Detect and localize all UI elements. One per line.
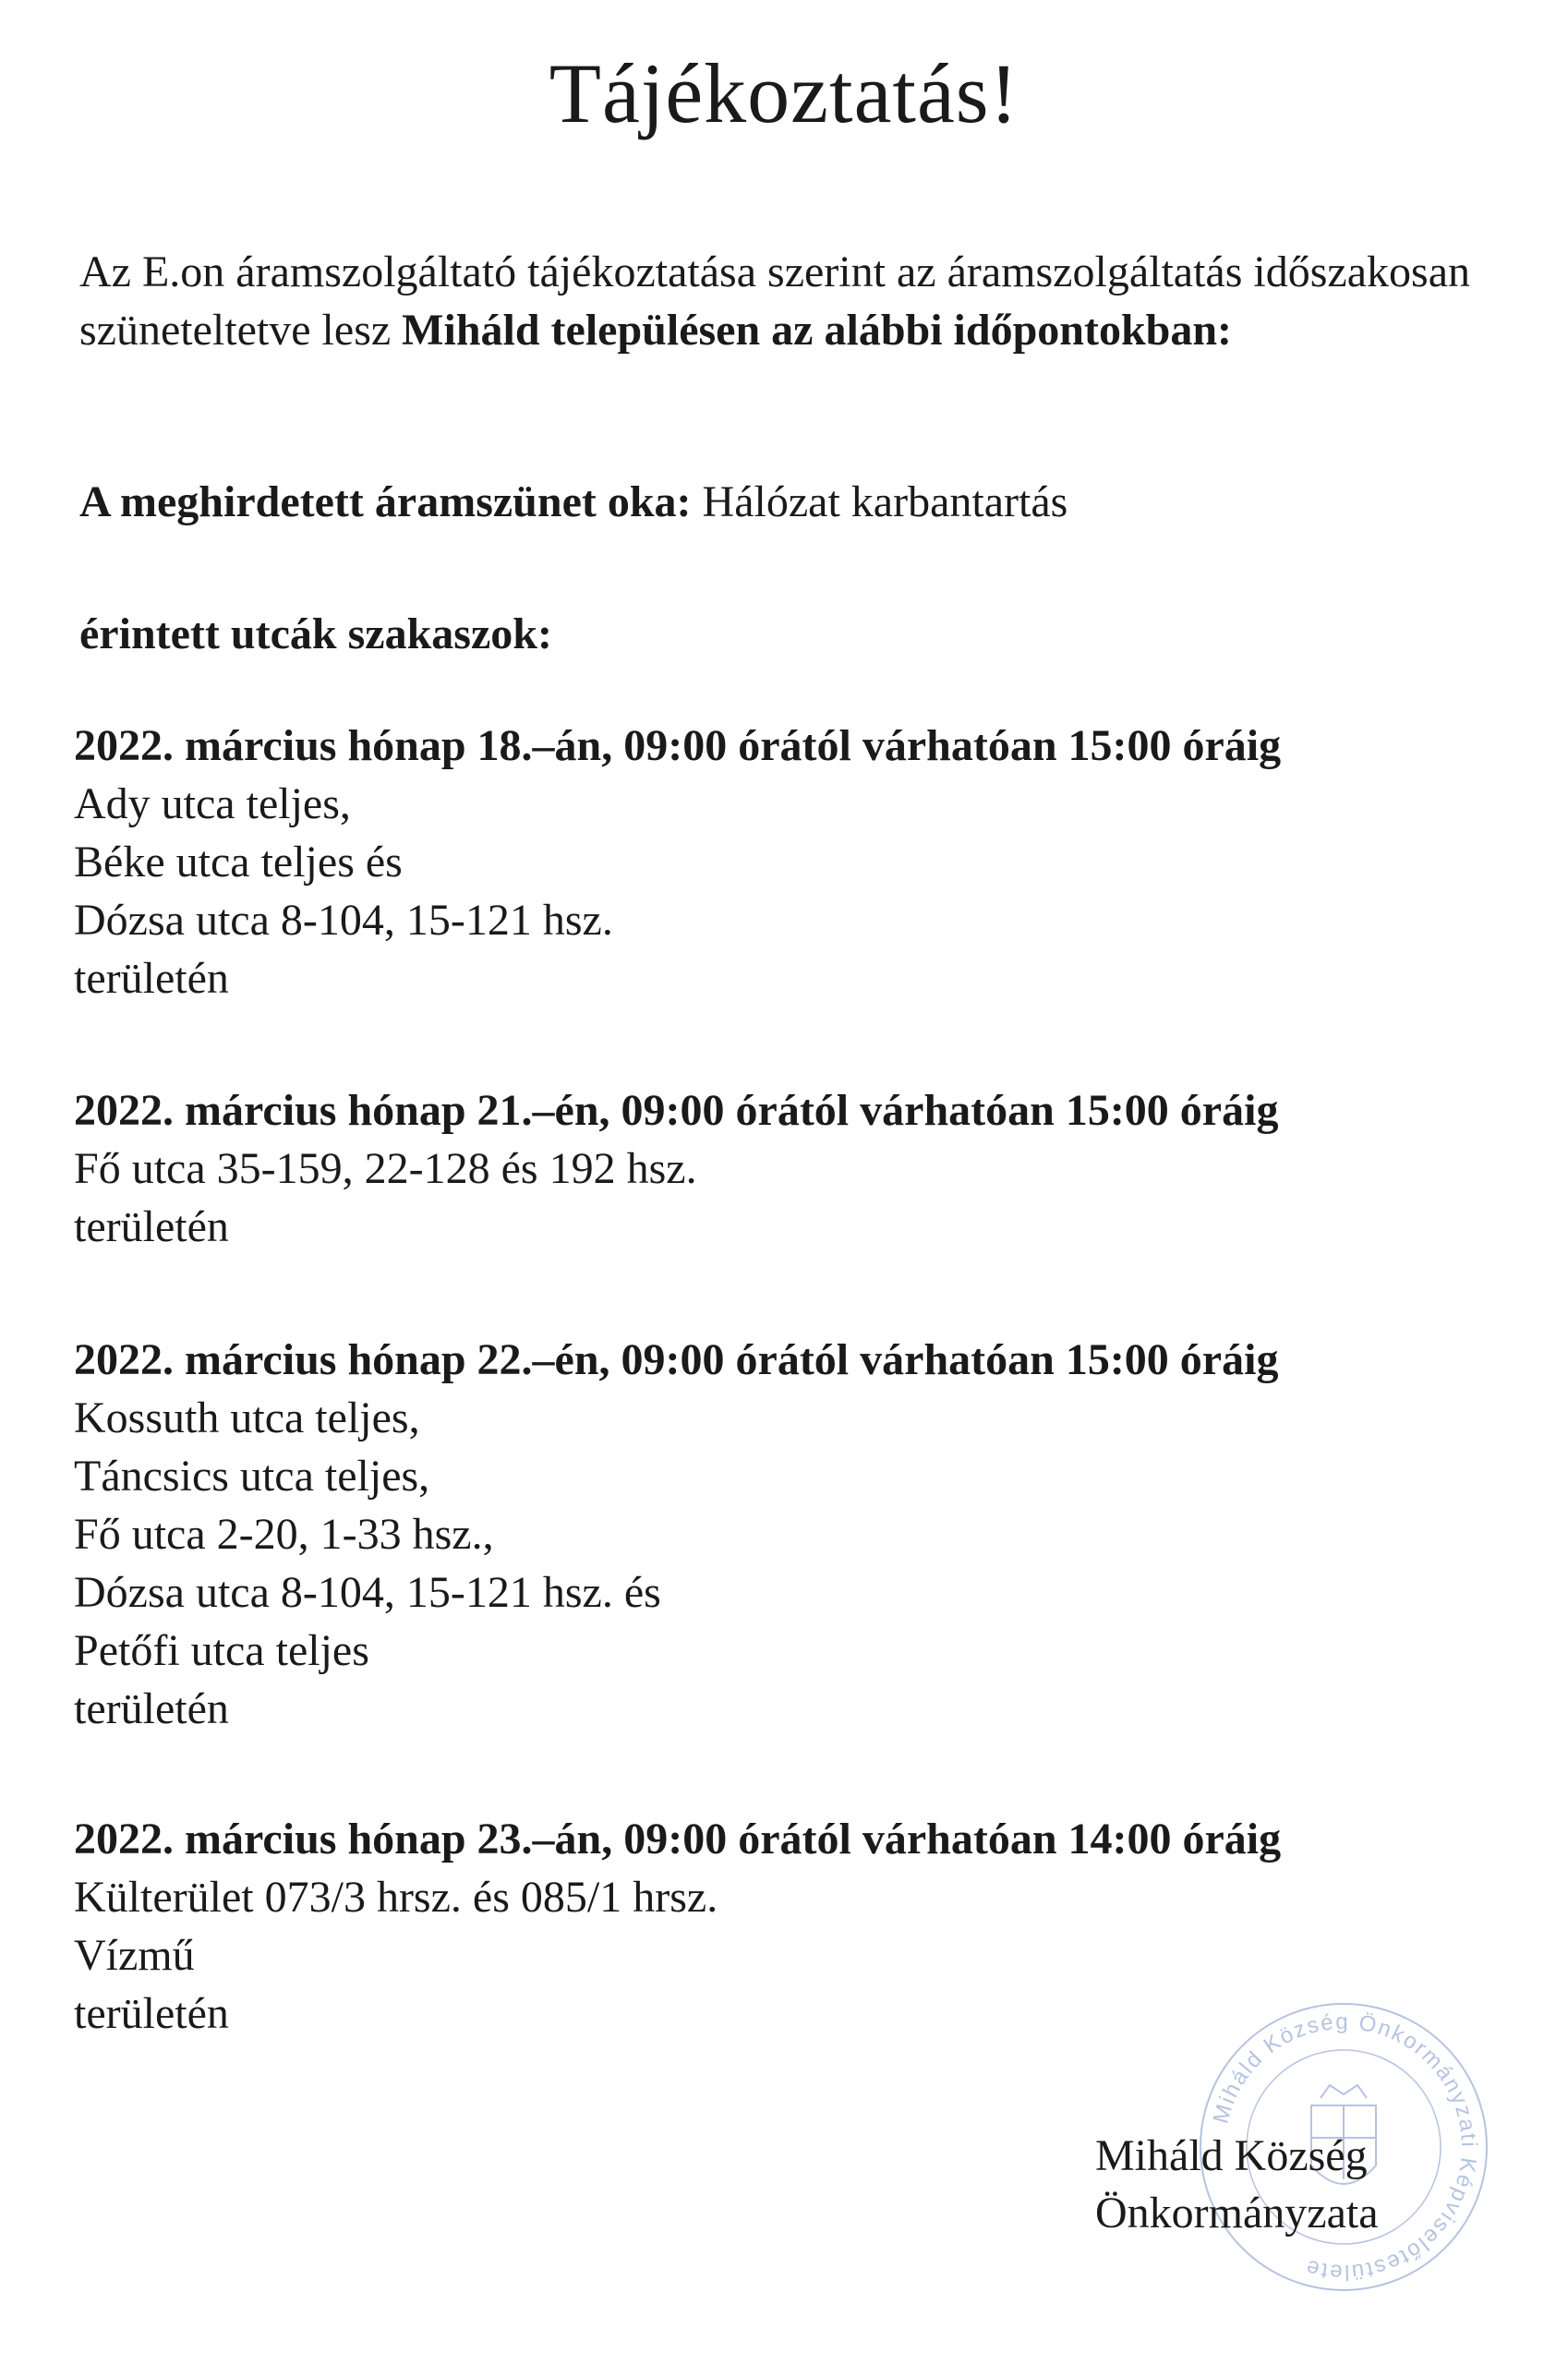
signature-block (1095, 2128, 1379, 2242)
affected-streets-heading: érintett utcák szakaszok: (79, 609, 552, 658)
street-line: területén (74, 954, 229, 1003)
street-line: Táncsics utca teljes, (74, 1452, 430, 1501)
page-title: Tájékoztatás! (549, 46, 1019, 140)
street-line: Kossuth utca teljes, (74, 1393, 420, 1442)
schedule-block (74, 1081, 1533, 1256)
street-line: Dózsa utca 8-104, 15-121 hsz. és (74, 1568, 661, 1617)
reason-value: Hálózat karbantartás (702, 477, 1068, 526)
stamp-text: Miháld Község Önkormányzati Képviselőtestülete (1208, 2008, 1482, 2286)
street-line: Külterület 073/3 hrsz. és 085/1 hrsz. (74, 1873, 718, 1922)
schedule-heading: 2022. március hónap 22.–én, 09:00 órától várhatóan 15:00 óráig (74, 1335, 1279, 1384)
street-line: Petőfi utca teljes (74, 1626, 369, 1675)
street-line: Fő utca 35-159, 22-128 és 192 hsz. (74, 1144, 697, 1193)
street-line: Vízmű (74, 1931, 195, 1980)
intro-text: Az E.on áramszolgáltató tájékoztatása szerint az áramszolgáltatás időszakosan szüneteltetve lesz (79, 247, 1471, 355)
street-line: területén (74, 1989, 229, 2038)
schedule-heading: 2022. március hónap 21.–én, 09:00 órától várhatóan 15:00 óráig (74, 1086, 1279, 1135)
signature-line-1: Miháld Község (1095, 2131, 1368, 2180)
reason-label: A meghirdetett áramszünet oka: (79, 477, 692, 526)
street-line: Béke utca teljes és (74, 838, 403, 886)
schedule-heading: 2022. március hónap 18.–án, 09:00 órától várhatóan 15:00 óráig (74, 721, 1282, 770)
intro-paragraph (79, 243, 1520, 359)
schedule-block (74, 1331, 1533, 1738)
street-line: területén (74, 1202, 229, 1251)
street-line: Dózsa utca 8-104, 15-121 hsz. (74, 896, 613, 945)
outage-reason (79, 473, 1520, 531)
street-line: területén (74, 1684, 229, 1733)
schedule-heading: 2022. március hónap 23.–án, 09:00 órától várhatóan 14:00 óráig (74, 1815, 1282, 1863)
street-line: Ady utca teljes, (74, 779, 351, 828)
signature-line-2: Önkormányzata (1095, 2189, 1379, 2237)
intro-bold-text: Miháld településen az alábbi időpontokban: (402, 306, 1233, 355)
schedule-block (74, 717, 1533, 1007)
street-line: Fő utca 2-20, 1-33 hsz., (74, 1510, 494, 1559)
